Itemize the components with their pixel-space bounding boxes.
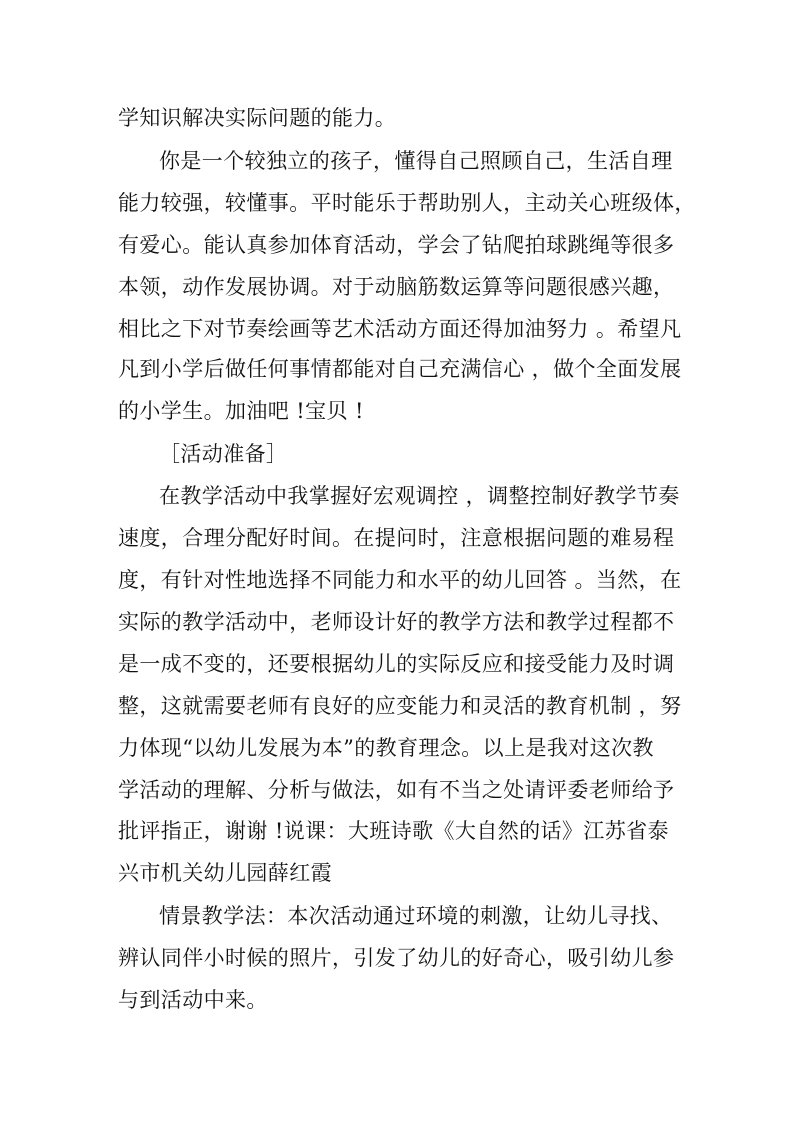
- text-line: 与到活动中来。: [118, 988, 268, 1012]
- text-line: 学活动的理解、分析与做法，如有不当之处请评委老师给予: [118, 778, 675, 802]
- text-line: 能力较强，较懂事。平时能乐于帮助别人，主动关心班级体，: [118, 191, 696, 215]
- text-line: 相比之下对节奏绘画等艺术活动方面还得加油努力 。希望凡: [118, 317, 682, 341]
- text-line: 学知识解决实际问题的能力。: [118, 106, 397, 130]
- text-line: 兴市机关幼儿园薛红霞: [118, 861, 332, 885]
- section-heading: ［活动准备］: [159, 442, 288, 466]
- text-line: 在教学活动中我掌握好宏观调控 ，调整控制好教学节奏: [159, 484, 680, 508]
- text-line: 凡到小学后做任何事情都能对自己充满信心 ，做个全面发展: [118, 357, 682, 381]
- text-line: 的小学生。加油吧 !宝贝 !: [118, 399, 364, 423]
- text-line: 速度，合理分配好时间。在提问时，注意根据问题的难易程: [118, 526, 675, 550]
- text-line: 有爱心。能认真参加体育活动，学会了钻爬拍球跳绳等很多: [118, 233, 675, 257]
- text-line: 力体现“以幼儿发展为本”的教育理念。以上是我对这次教: [118, 736, 654, 760]
- text-line: 是一成不变的，还要根据幼儿的实际反应和接受能力及时调: [118, 652, 675, 676]
- text-line: 整，这就需要老师有良好的应变能力和灵活的教育机制 ，努: [118, 694, 682, 718]
- text-line: 批评指正，谢谢 !说课：大班诗歌《大自然的话》江苏省泰: [118, 819, 669, 843]
- text-line: 本领，动作发展协调。对于动脑筋数运算等问题很感兴趣，: [118, 275, 675, 299]
- text-line: 情景教学法：本次活动通过环境的刺激，让幼儿寻找、: [159, 904, 673, 928]
- text-line: 你是一个较独立的孩子，懂得自己照顾自己，生活自理: [159, 149, 673, 173]
- text-line: 度，有针对性地选择不同能力和水平的幼儿回答 。当然，在: [118, 568, 682, 592]
- text-line: 实际的教学活动中，老师设计好的教学方法和教学过程都不: [118, 610, 675, 634]
- text-line: 辨认同伴小时候的照片，引发了幼儿的好奇心，吸引幼儿参: [118, 946, 675, 970]
